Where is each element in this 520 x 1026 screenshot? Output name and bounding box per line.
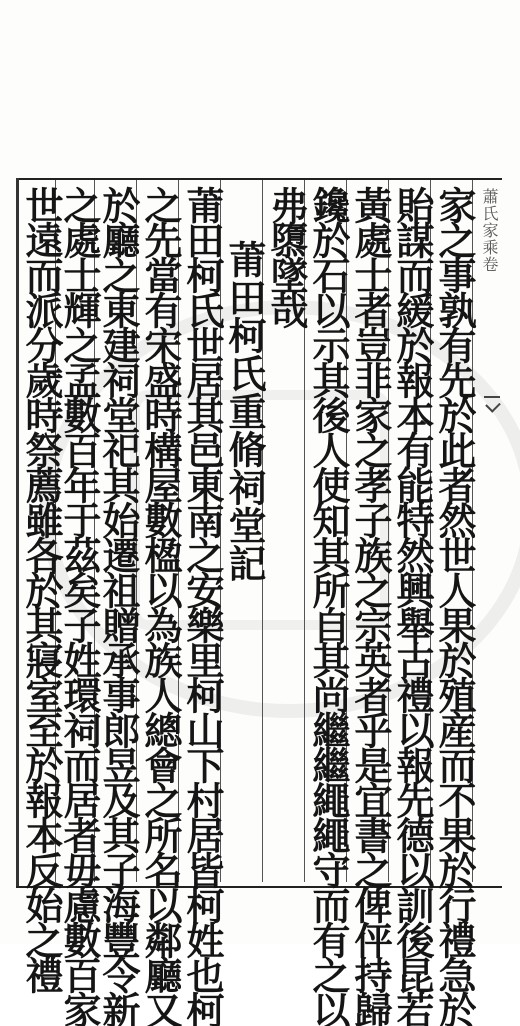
text-column: 貽謀而緩於報本有能特然興舉古禮以報先德以訓後昆若 (390, 186, 435, 1026)
text-column: 莆田柯氏世居其邑東南之安樂里柯山下村居皆柯姓也柯 (180, 186, 225, 1026)
margin-header: 蕭氏家乘卷 (480, 188, 499, 273)
text-column: 鑱於石以示其後人使知其所自其尚繼繼繩繩守而有之以 (306, 186, 351, 1026)
fishtail-mark-icon (484, 396, 500, 412)
text-column: 黃處士者豈非家之孝子族之宗英者乎是宜書之俾伻持歸 (348, 186, 393, 1026)
text-column: 之處士輝之孟數百年于茲矣子姓環祠而居者毋慮數百家 (57, 186, 102, 1026)
text-column: 弗隳墜哉 (264, 186, 309, 326)
text-column: 於廳之東建祠堂祀其始遷祖贈承事郎昱及其子海豐令新 (96, 186, 141, 1026)
text-column: 之先當有宋盛時構屋數楹以為族人總會之所名以鄰廳又 (138, 186, 183, 1026)
text-column: 家之事孰有先於此者然世人果於殖産而不果於行禮急於 (432, 186, 477, 1026)
text-column: 世遠而派分歲時祭薦雖各於其寢室至於報本反始之禮 (19, 186, 64, 991)
article-title: 莆田柯氏重脩祠堂記 (222, 240, 267, 582)
